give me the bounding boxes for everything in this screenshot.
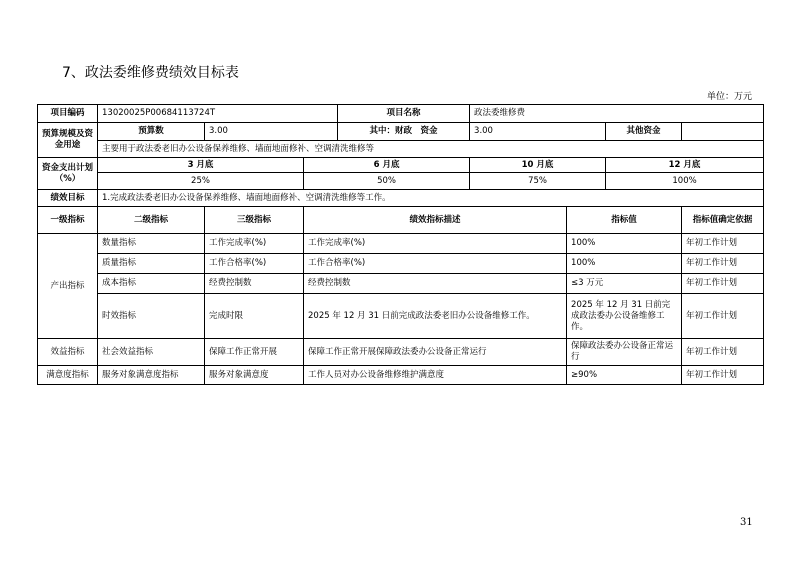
indicator-value: 100% [567, 234, 682, 254]
output-indicator-label: 产出指标 [38, 234, 98, 339]
indicator-header: 指标值确定依据 [682, 207, 764, 234]
project-info-row [38, 105, 764, 123]
performance-table [37, 104, 764, 385]
indicator-value: ≥90% [567, 366, 682, 385]
table-row [38, 366, 764, 385]
indicator-header: 二级指标 [98, 207, 205, 234]
level3-indicator: 经费控制数 [205, 274, 304, 294]
project-name-label: 项目名称 [338, 105, 470, 123]
plan-header: 10 月底 [470, 158, 606, 173]
plan-header-row [38, 158, 764, 173]
indicator-basis: 年初工作计划 [682, 254, 764, 274]
indicator-header: 指标值 [567, 207, 682, 234]
indicator-basis: 年初工作计划 [682, 339, 764, 366]
indicator-value: 100% [567, 254, 682, 274]
level2-indicator: 质量指标 [98, 254, 205, 274]
plan-value: 25% [98, 173, 304, 190]
indicator-value: 2025 年 12 月 31 日前完成政法委办公设备维修工作。 [567, 294, 682, 339]
level3-indicator: 保障工作正常开展 [205, 339, 304, 366]
level2-indicator: 时效指标 [98, 294, 205, 339]
spending-plan-label: 资金支出计划（%） [38, 158, 98, 190]
table-row [38, 339, 764, 366]
indicator-description: 2025 年 12 月 31 日前完成政法委老旧办公设备维修工作。 [304, 294, 567, 339]
level3-indicator: 服务对象满意度 [205, 366, 304, 385]
satisfaction-indicator-label: 满意度指标 [38, 366, 98, 385]
indicator-description: 保障工作正常开展保障政法委办公设备正常运行 [304, 339, 567, 366]
level2-indicator: 社会效益指标 [98, 339, 205, 366]
level2-indicator: 成本指标 [98, 274, 205, 294]
page-title: 7、政法委维修费绩效目标表 [62, 65, 239, 81]
indicator-description: 工作完成率(%) [304, 234, 567, 254]
level3-indicator: 工作完成率(%) [205, 234, 304, 254]
plan-header: 6 月底 [304, 158, 470, 173]
indicator-basis: 年初工作计划 [682, 274, 764, 294]
indicator-value: ≤3 万元 [567, 274, 682, 294]
other-funds-label: 其他资金 [606, 123, 682, 141]
level3-indicator: 工作合格率(%) [205, 254, 304, 274]
indicator-description: 工作人员对办公设备维修维护满意度 [304, 366, 567, 385]
benefit-indicator-label: 效益指标 [38, 339, 98, 366]
indicator-description: 经费控制数 [304, 274, 567, 294]
budget-total-label: 预算数 [98, 123, 205, 141]
project-code-label: 项目编码 [38, 105, 98, 123]
page-number: 31 [740, 517, 753, 528]
indicator-header: 绩效指标描述 [304, 207, 567, 234]
indicator-basis: 年初工作计划 [682, 294, 764, 339]
plan-header: 3 月底 [98, 158, 304, 173]
budget-total-value: 3.00 [205, 123, 338, 141]
funds-usage: 主要用于政法委老旧办公设备保养维修、墙面地面修补、空调清洗维修等 [98, 141, 764, 158]
indicator-description: 工作合格率(%) [304, 254, 567, 274]
table-row [38, 294, 764, 339]
plan-value: 75% [470, 173, 606, 190]
level3-indicator: 完成时限 [205, 294, 304, 339]
goal-text: 1.完成政法委老旧办公设备保养维修、墙面地面修补、空调清洗维修等工作。 [98, 190, 764, 207]
fiscal-funds-label: 其中：财政 资金 [338, 123, 470, 141]
plan-value: 50% [304, 173, 470, 190]
level2-indicator: 服务对象满意度指标 [98, 366, 205, 385]
fiscal-funds-value: 3.00 [470, 123, 606, 141]
indicator-value: 保障政法委办公设备正常运行 [567, 339, 682, 366]
budget-row [38, 123, 764, 141]
indicator-basis: 年初工作计划 [682, 366, 764, 385]
plan-header: 12 月底 [606, 158, 764, 173]
indicator-header: 三级指标 [205, 207, 304, 234]
plan-value: 100% [606, 173, 764, 190]
level2-indicator: 数量指标 [98, 234, 205, 254]
indicator-header-row [38, 207, 764, 234]
indicator-basis: 年初工作计划 [682, 234, 764, 254]
table-row [38, 274, 764, 294]
unit-label: 单位：万元 [707, 92, 753, 102]
budget-label: 预算规模及资金用途 [38, 123, 98, 158]
table-row [38, 254, 764, 274]
project-name: 政法委维修费 [470, 105, 764, 123]
indicator-header: 一级指标 [38, 207, 98, 234]
goal-row [38, 190, 764, 207]
goal-label: 绩效目标 [38, 190, 98, 207]
project-code: 13020025P00684113724T [98, 105, 338, 123]
table-row [38, 234, 764, 254]
other-funds-value [682, 123, 764, 141]
usage-row [38, 141, 764, 158]
plan-value-row [38, 173, 764, 190]
